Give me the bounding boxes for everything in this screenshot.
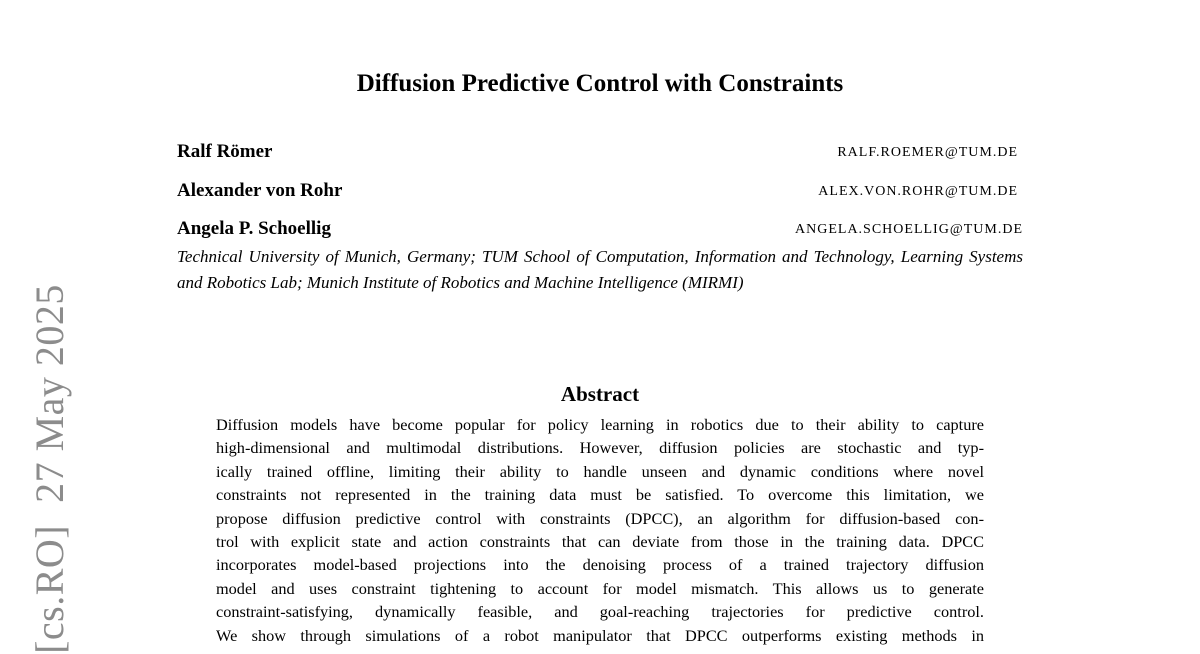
abstract-body	[216, 413, 984, 647]
arxiv-side-stamp	[27, 284, 72, 654]
arxiv-date: 27 May 2025	[27, 284, 72, 503]
author-row	[177, 179, 1023, 203]
paper-title: Diffusion Predictive Control with Constraints	[356, 70, 844, 97]
arxiv-category: [cs.RO]	[27, 524, 72, 654]
abstract-heading: Abstract	[560, 382, 640, 406]
author-email: ALEX.VON.ROHR@TUM.DE	[818, 184, 1018, 199]
abstract-line: We show through simulations of a robot manipulator that DPCC outperforms existing methods in	[216, 625, 984, 645]
author-name: Ralf Römer	[177, 141, 273, 162]
abstract-line: high-dimensional and multimodal distributions. However, diffusion policies are stochastic and typ-	[216, 438, 984, 458]
abstract-line: propose diffusion predictive control with constraints (DPCC), an algorithm for diffusion-based con-	[216, 508, 984, 528]
author-email: ANGELA.SCHOELLIG@TUM.DE	[795, 222, 1023, 237]
author-row	[177, 217, 1023, 241]
affiliation: Technical University of Munich, Germany; TUM School of Computation, Information and Technology, Learning Systems and Robotics Lab; Munich Institute of Robotics and Machine Intelligence (MIRMI)	[177, 247, 1023, 292]
author-name: Alexander von Rohr	[177, 180, 343, 201]
author-email: RALF.ROEMER@TUM.DE	[837, 145, 1018, 160]
author-row	[177, 140, 1023, 164]
abstract-line: ically trained offline, limiting their ability to handle unseen and dynamic conditions where novel	[216, 461, 984, 481]
abstract-line: constraint-satisfying, dynamically feasible, and goal-reaching trajectories for predictive control.	[216, 602, 984, 622]
abstract-line: constraints not represented in the training data must be satisfied. To overcome this limitation, we	[216, 485, 984, 505]
abstract-line: Diffusion models have become popular for policy learning in robotics due to their ability to capture	[216, 415, 984, 434]
abstract-line: model and uses constraint tightening to account for model mismatch. This allows us to generate	[216, 578, 984, 598]
abstract-line: trol with explicit state and action constraints that can deviate from those in the training data. DPCC	[216, 531, 984, 551]
author-name: Angela P. Schoellig	[177, 218, 331, 239]
abstract-line: incorporates model-based projections into the denoising process of a trained trajectory diffusion	[216, 555, 984, 575]
